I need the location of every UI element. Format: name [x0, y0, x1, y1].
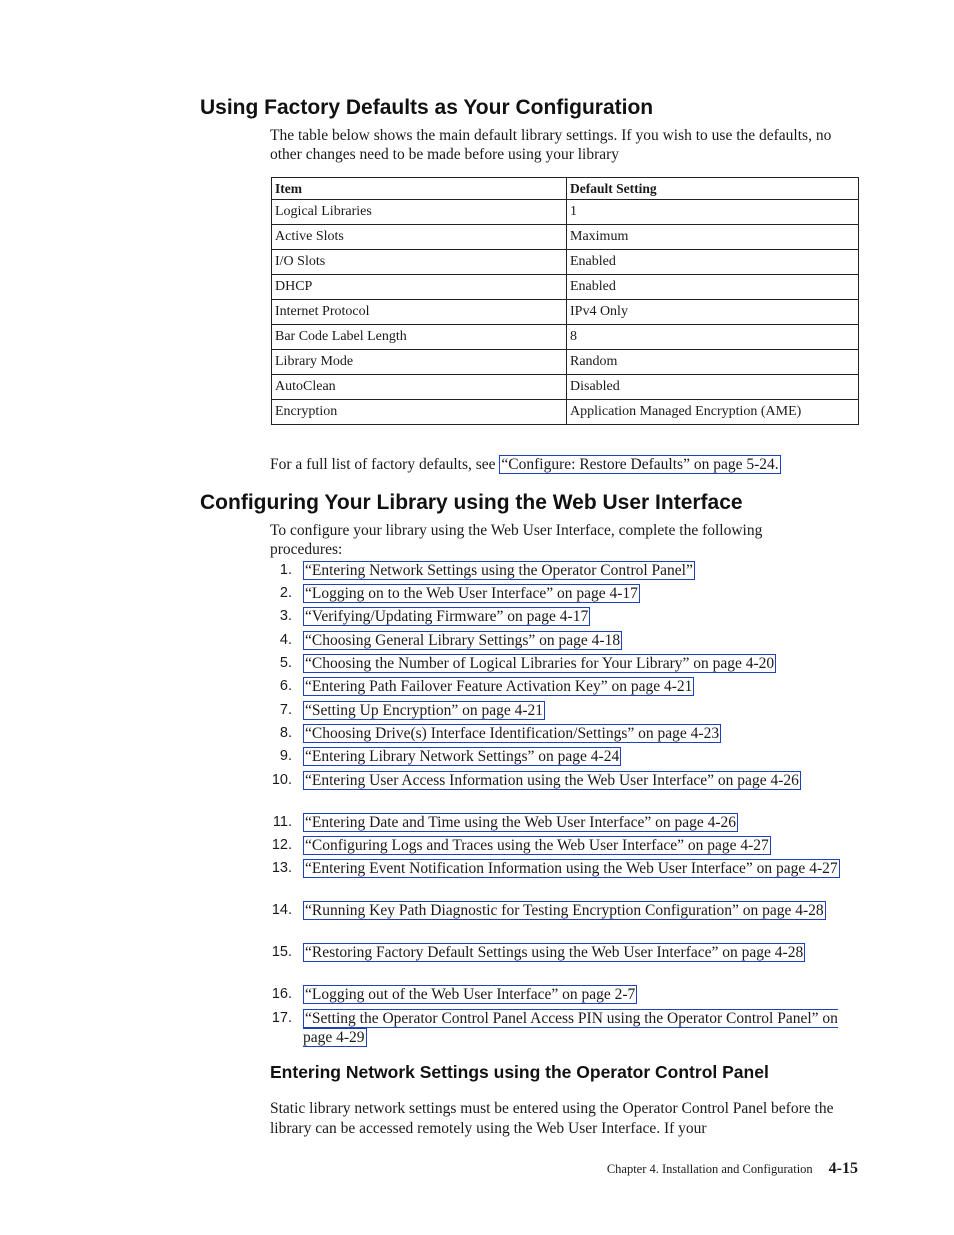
table-cell-item: Internet Protocol	[272, 300, 567, 325]
list-item-number: 15.	[271, 944, 292, 960]
list-item-number: 5.	[279, 655, 292, 671]
table-cell-item: Bar Code Label Length	[272, 325, 567, 350]
factory-defaults-intro: The table below shows the main default library settings. If you wish to use the defaults, no other changes need to be made before using your library	[270, 127, 832, 163]
procedure-link[interactable]: “Entering Network Settings using the Operator Control Panel”	[305, 562, 693, 579]
list-item-number: 3.	[279, 608, 292, 624]
section-title-web-ui-config: Configuring Your Library using the Web User Interface	[200, 491, 743, 514]
procedure-link[interactable]: “Choosing the Number of Logical Libraries for Your Library” on page 4-20	[305, 655, 775, 672]
list-item	[270, 944, 863, 963]
table-cell-item: I/O Slots	[272, 250, 567, 275]
table-cell-item: Logical Libraries	[272, 200, 567, 225]
procedure-link[interactable]: “Entering Date and Time using the Web User Interface” on page 4-26	[305, 814, 737, 831]
list-item	[270, 860, 863, 879]
table-header-item: Item	[272, 178, 567, 200]
table-cell-default-setting: IPv4 Only	[567, 300, 859, 325]
list-item-number: 9.	[279, 748, 292, 764]
table-cell-default-setting: 1	[567, 200, 859, 225]
list-item-number: 1.	[279, 562, 292, 578]
list-item-number: 7.	[279, 702, 292, 718]
table-cell-default-setting: 8	[567, 325, 859, 350]
table-cell-item: Active Slots	[272, 225, 567, 250]
table-header-row	[272, 178, 859, 200]
list-item	[270, 655, 863, 674]
table-cell-default-setting: Disabled	[567, 375, 859, 400]
procedure-link[interactable]: “Running Key Path Diagnostic for Testing Encryption Configuration” on page 4-28	[305, 902, 824, 919]
list-item-number: 16.	[271, 986, 292, 1002]
procedure-link[interactable]: “Entering Library Network Settings” on page 4-24	[305, 748, 620, 765]
page-footer	[607, 1160, 858, 1178]
list-item-number: 8.	[279, 725, 292, 741]
list-item	[270, 902, 863, 921]
table-body	[272, 200, 859, 425]
table-row	[272, 200, 859, 225]
network-settings-body: Static library network settings must be entered using the Operator Control Panel before the library can be accessed remotely using the Web User Interface. If your	[270, 1100, 834, 1137]
list-item	[270, 837, 863, 856]
table-cell-item: Library Mode	[272, 350, 567, 375]
footer-chapter: Chapter 4. Installation and Configuration	[606, 1162, 813, 1176]
procedure-link[interactable]: “Setting Up Encryption” on page 4-21	[305, 702, 544, 719]
procedure-link[interactable]: “Entering User Access Information using the Web User Interface” on page 4-26	[305, 772, 799, 789]
default-settings-table	[271, 177, 859, 425]
list-item	[270, 608, 863, 627]
list-item-number: 13.	[271, 860, 292, 876]
list-item-number: 14.	[271, 902, 292, 918]
list-item	[270, 725, 863, 744]
full-list-paragraph	[270, 456, 870, 475]
list-item	[270, 702, 863, 721]
full-list-prefix: For a full list of factory defaults, see	[270, 456, 500, 473]
table-row	[272, 350, 859, 375]
procedure-link[interactable]: “Entering Path Failover Feature Activation Key” on page 4-21	[305, 678, 693, 695]
table-cell-default-setting: Random	[567, 350, 859, 375]
table-row	[272, 275, 859, 300]
table-row	[272, 325, 859, 350]
procedure-link[interactable]: “Restoring Factory Default Settings using the Web User Interface” on page 4-28	[305, 944, 804, 961]
table-row	[272, 400, 859, 425]
subsection-title-network-settings: Entering Network Settings using the Operator Control Panel	[270, 1062, 769, 1082]
list-item-number: 6.	[279, 678, 292, 694]
list-item	[270, 986, 863, 1005]
footer-page-number: 4-15	[828, 1160, 858, 1177]
table-row	[272, 375, 859, 400]
table-cell-item: DHCP	[272, 275, 567, 300]
list-item-number: 11.	[272, 814, 292, 830]
list-item-number: 17.	[271, 1010, 292, 1026]
list-item	[270, 772, 863, 791]
table-header-default-setting: Default Setting	[567, 178, 859, 200]
list-item-number: 12.	[271, 837, 292, 853]
table-row	[272, 225, 859, 250]
table-row	[272, 300, 859, 325]
procedure-link[interactable]: “Configuring Logs and Traces using the Web User Interface” on page 4-27	[305, 837, 769, 854]
list-item	[270, 585, 863, 604]
list-item-number: 2.	[279, 585, 292, 601]
procedure-link[interactable]: “Choosing General Library Settings” on page 4-18	[305, 632, 621, 649]
procedure-link[interactable]: “Logging out of the Web User Interface” on page 2-7	[305, 986, 636, 1003]
list-item	[270, 678, 863, 697]
table-cell-default-setting: Application Managed Encryption (AME)	[567, 400, 859, 425]
procedure-link[interactable]: “Choosing Drive(s) Interface Identification/Settings” on page 4-23	[305, 725, 720, 742]
table-cell-default-setting: Enabled	[567, 275, 859, 300]
list-item	[270, 632, 863, 651]
procedure-link[interactable]: “Verifying/Updating Firmware” on page 4-17	[305, 608, 589, 625]
procedure-link[interactable]: “Logging on to the Web User Interface” on page 4-17	[305, 585, 638, 602]
table-cell-default-setting: Enabled	[567, 250, 859, 275]
web-ui-config-intro: To configure your library using the Web User Interface, complete the following procedures:	[270, 522, 763, 558]
table-cell-item: Encryption	[272, 400, 567, 425]
list-item	[270, 748, 863, 767]
list-item-number: 10.	[271, 772, 292, 788]
list-item-number: 4.	[279, 632, 292, 648]
list-item	[270, 1010, 863, 1047]
table-cell-item: AutoClean	[272, 375, 567, 400]
table-row	[272, 250, 859, 275]
procedure-link[interactable]: “Entering Event Notification Information using the Web User Interface” on page 4-27	[305, 860, 838, 877]
restore-defaults-link[interactable]: “Configure: Restore Defaults” on page 5-24.	[501, 456, 779, 473]
list-item	[270, 814, 863, 833]
list-item	[270, 562, 863, 581]
table-cell-default-setting: Maximum	[567, 225, 859, 250]
section-title-factory-defaults: Using Factory Defaults as Your Configuration	[200, 96, 654, 119]
procedure-link[interactable]: “Setting the Operator Control Panel Access PIN using the Operator Control Panel” on page 4-29	[303, 1010, 838, 1046]
